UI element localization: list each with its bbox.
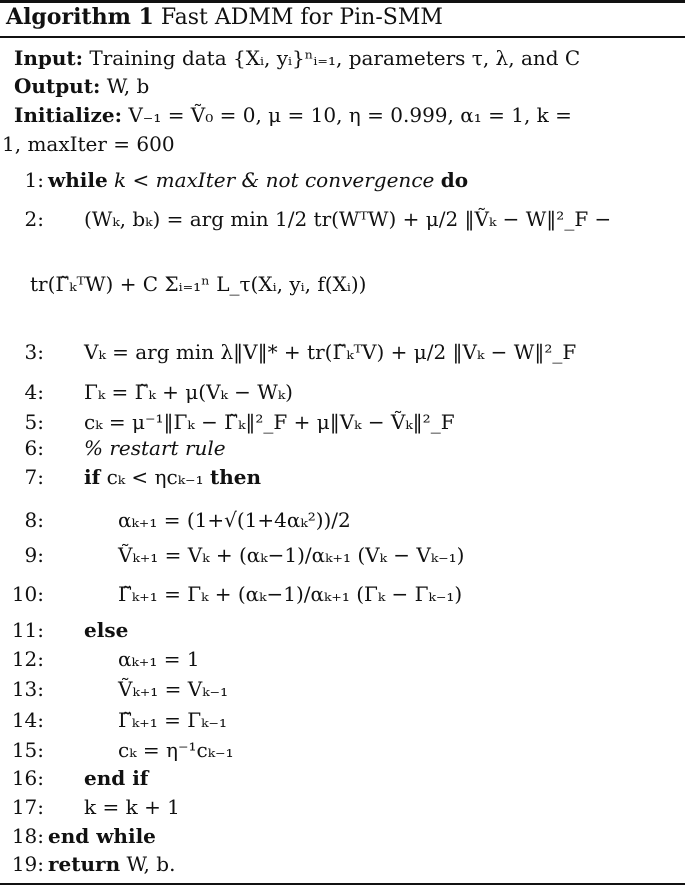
- keyword: while: [48, 168, 108, 192]
- init-line-2: [2, 132, 175, 156]
- line-number: 13:: [11, 677, 44, 701]
- algo-line-11: else: [84, 618, 129, 642]
- init-text-2: 1, maxIter = 600: [2, 132, 175, 156]
- keyword: do: [440, 168, 469, 192]
- line-number: 12:: [11, 647, 44, 671]
- algo-line-13: Ṽₖ₊₁ = Vₖ₋₁: [118, 677, 229, 701]
- output-line: [14, 74, 149, 98]
- line-number: 19:: [11, 852, 44, 876]
- keyword: then: [209, 465, 261, 489]
- line-number: 16:: [11, 766, 44, 790]
- line-number: 4:: [24, 380, 44, 404]
- algo-line-18: end while: [48, 824, 156, 848]
- algo-line-7: [84, 465, 261, 489]
- line-number: 14:: [11, 708, 44, 732]
- line-number: 10:: [11, 582, 44, 606]
- algo-line-12: αₖ₊₁ = 1: [118, 647, 200, 671]
- algo-line-14: Γ̃ₖ₊₁ = Γₖ₋₁: [118, 708, 227, 732]
- init-keyword: Initialize:: [14, 103, 122, 127]
- line-number: 5:: [24, 410, 44, 434]
- output-keyword: Output:: [14, 74, 101, 98]
- line-number: 8:: [24, 508, 44, 532]
- keyword: return: [48, 852, 121, 876]
- algo-line-2-cont: tr(Γ̃ₖᵀW) + C Σᵢ₌₁ⁿ L_τ(Xᵢ, yᵢ, f(Xᵢ)): [30, 272, 367, 296]
- algo-line-16: end if: [84, 766, 149, 790]
- algo-line-9: Ṽₖ₊₁ = Vₖ + (αₖ−1)/αₖ₊₁ (Vₖ − Vₖ₋₁): [118, 543, 465, 567]
- line-number: 17:: [11, 795, 44, 819]
- algo-line-3: Vₖ = arg min λ‖V‖* + tr(Γ̃ₖᵀV) + μ/2 ‖Vₖ − W‖²_F: [84, 340, 577, 364]
- algo-line-17: k = k + 1: [84, 795, 180, 819]
- output-text: W, b: [106, 74, 150, 98]
- line-number: 11:: [11, 618, 44, 642]
- algo-line-2: (Wₖ, bₖ) = arg min 1/2 tr(WᵀW) + μ/2 ‖Ṽₖ − W‖²_F −: [84, 207, 612, 231]
- algo-line-8: αₖ₊₁ = (1+√(1+4αₖ²))/2: [118, 508, 351, 532]
- line-number: 15:: [11, 738, 44, 762]
- algorithm-caption: [6, 4, 443, 30]
- bottom-rule: [0, 883, 685, 885]
- input-line: [14, 46, 580, 70]
- init-line: [14, 103, 572, 127]
- algo-line-15: cₖ = η⁻¹cₖ₋₁: [118, 738, 234, 762]
- line-number: 6:: [24, 436, 44, 460]
- algo-line-6: % restart rule: [84, 436, 226, 460]
- line-number: 18:: [11, 824, 44, 848]
- algo-line-10: Γ̃ₖ₊₁ = Γₖ + (αₖ−1)/αₖ₊₁ (Γₖ − Γₖ₋₁): [118, 582, 463, 606]
- line-number: 9:: [24, 543, 44, 567]
- algo-line-19: [48, 852, 175, 876]
- line-text: W, b.: [126, 852, 176, 876]
- keyword: if: [84, 465, 101, 489]
- line-number: 3:: [24, 340, 44, 364]
- algo-line-4: Γₖ = Γ̃ₖ + μ(Vₖ − Wₖ): [84, 380, 293, 404]
- line-text: k < maxIter & not convergence: [114, 168, 435, 192]
- line-number: 7:: [24, 465, 44, 489]
- init-text-1: V₋₁ = Ṽ₀ = 0, μ = 10, η = 0.999, α₁ = 1, k =: [128, 103, 572, 127]
- top-rule: [0, 0, 685, 3]
- input-keyword: Input:: [14, 46, 84, 70]
- algo-line-5: cₖ = μ⁻¹‖Γₖ − Γ̃ₖ‖²_F + μ‖Vₖ − Ṽₖ‖²_F: [84, 410, 455, 434]
- line-number: 2:: [24, 207, 44, 231]
- caption-rule: [0, 36, 685, 38]
- line-text: cₖ < ηcₖ₋₁: [106, 465, 204, 489]
- caption-title: Fast ADMM for Pin-SMM: [160, 5, 443, 30]
- input-text: Training data {Xᵢ, yᵢ}ⁿᵢ₌₁, parameters τ, λ, and C: [89, 46, 581, 70]
- caption-label: Algorithm 1: [6, 4, 154, 30]
- algo-line-1: [48, 168, 468, 192]
- line-number: 1:: [24, 168, 44, 192]
